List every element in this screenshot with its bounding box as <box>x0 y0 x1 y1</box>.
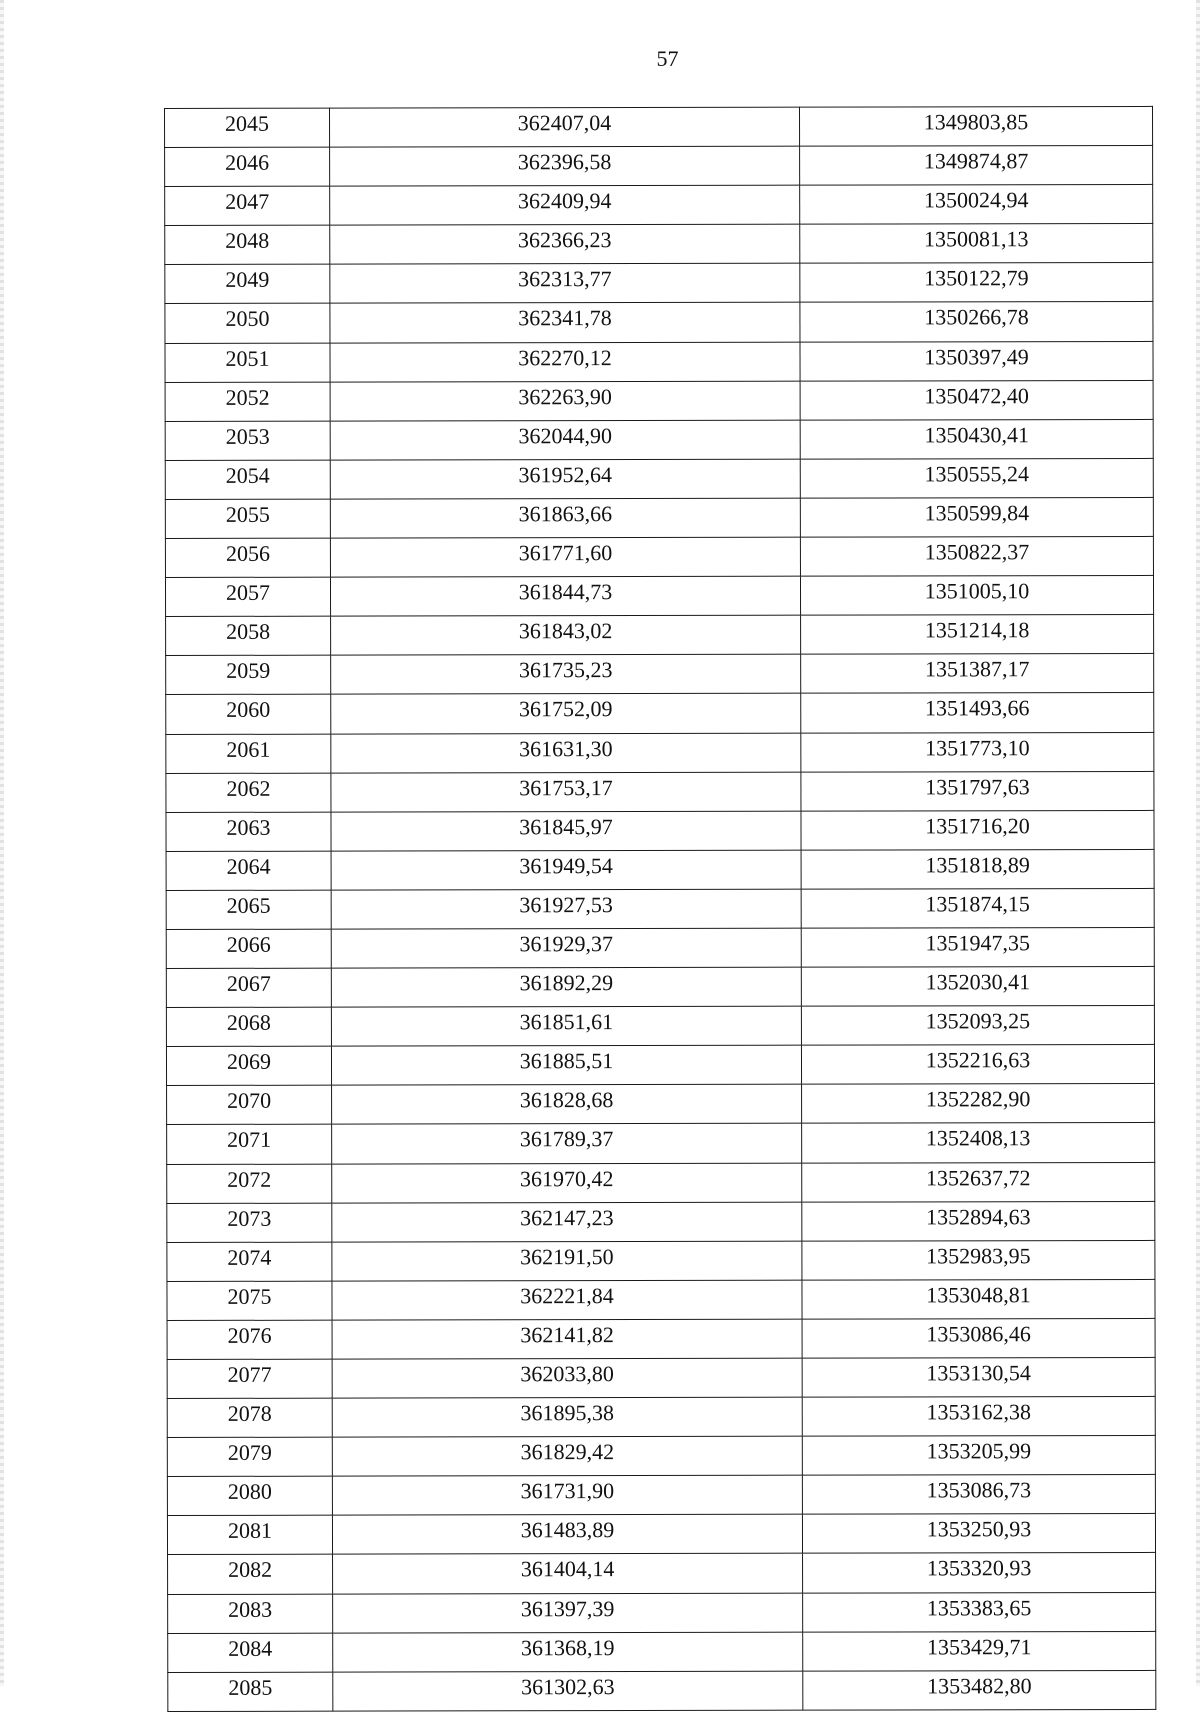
table-row <box>166 966 1154 1007</box>
table-row <box>168 1553 1156 1594</box>
table-row <box>165 458 1153 499</box>
point-number-cell: 2076 <box>167 1320 332 1359</box>
point-number-cell: 2053 <box>165 421 330 460</box>
x-coordinate-cell: 362407,04 <box>330 107 800 147</box>
table-row <box>165 536 1153 577</box>
point-number-cell: 2080 <box>167 1476 332 1515</box>
table-row <box>167 1084 1155 1125</box>
point-number-cell: 2073 <box>167 1203 332 1242</box>
x-coordinate-cell: 361929,37 <box>331 928 801 968</box>
x-coordinate-cell: 362141,82 <box>332 1319 802 1359</box>
y-coordinate-cell: 1352282,90 <box>802 1084 1155 1124</box>
y-coordinate-cell: 1353086,46 <box>802 1318 1155 1358</box>
table-row <box>167 1436 1155 1477</box>
point-number-cell: 2071 <box>167 1125 332 1164</box>
x-coordinate-cell: 362341,78 <box>330 303 800 343</box>
y-coordinate-cell: 1351773,10 <box>801 732 1154 772</box>
point-number-cell: 2069 <box>166 1046 331 1085</box>
point-number-cell: 2075 <box>167 1281 332 1320</box>
table-row <box>168 1592 1156 1633</box>
y-coordinate-cell: 1352894,63 <box>802 1201 1155 1241</box>
table-row <box>165 576 1153 617</box>
x-coordinate-cell: 361863,66 <box>330 498 800 538</box>
x-coordinate-cell: 362270,12 <box>330 342 800 382</box>
table-row <box>167 1357 1155 1398</box>
table-row <box>167 1318 1155 1359</box>
y-coordinate-cell: 1353429,71 <box>803 1631 1156 1671</box>
point-number-cell: 2050 <box>165 304 330 343</box>
point-number-cell: 2052 <box>165 382 330 421</box>
table-row <box>165 302 1153 343</box>
y-coordinate-cell: 1353383,65 <box>803 1592 1156 1632</box>
table-row <box>166 1045 1154 1086</box>
y-coordinate-cell: 1352637,72 <box>802 1162 1155 1202</box>
x-coordinate-cell: 361895,38 <box>332 1397 802 1437</box>
point-number-cell: 2048 <box>165 225 330 264</box>
point-number-cell: 2078 <box>167 1398 332 1437</box>
point-number-cell: 2082 <box>168 1555 333 1594</box>
y-coordinate-cell: 1353250,93 <box>802 1514 1155 1554</box>
point-number-cell: 2045 <box>165 108 330 147</box>
table-row <box>166 732 1154 773</box>
y-coordinate-cell: 1353130,54 <box>802 1357 1155 1397</box>
x-coordinate-cell: 361735,23 <box>331 654 801 694</box>
y-coordinate-cell: 1350266,78 <box>800 302 1153 342</box>
point-number-cell: 2063 <box>166 812 331 851</box>
table-row <box>165 263 1153 304</box>
table-row <box>165 224 1153 265</box>
x-coordinate-cell: 361829,42 <box>332 1436 802 1476</box>
y-coordinate-cell: 1353162,38 <box>802 1397 1155 1437</box>
x-coordinate-cell: 362033,80 <box>332 1358 802 1398</box>
point-number-cell: 2060 <box>166 695 331 734</box>
y-coordinate-cell: 1350122,79 <box>800 263 1153 303</box>
y-coordinate-cell: 1351005,10 <box>800 576 1153 616</box>
table-row <box>166 849 1154 890</box>
point-number-cell: 2070 <box>167 1085 332 1124</box>
scan-edge-right <box>1196 0 1200 1686</box>
y-coordinate-cell: 1351947,35 <box>801 927 1154 967</box>
x-coordinate-cell: 361970,42 <box>332 1163 802 1203</box>
page-number: 57 <box>656 46 679 71</box>
x-coordinate-cell: 361368,19 <box>333 1632 803 1672</box>
table-row <box>165 106 1153 147</box>
x-coordinate-cell: 361404,14 <box>333 1554 803 1594</box>
table-row <box>166 927 1154 968</box>
x-coordinate-cell: 362366,23 <box>330 224 800 264</box>
y-coordinate-cell: 1352408,13 <box>802 1123 1155 1163</box>
x-coordinate-cell: 361892,29 <box>331 967 801 1007</box>
table-row <box>165 380 1153 421</box>
y-coordinate-cell: 1352983,95 <box>802 1240 1155 1280</box>
y-coordinate-cell: 1351387,17 <box>801 654 1154 694</box>
table-row <box>166 1006 1154 1047</box>
coordinates-table <box>164 106 1156 1712</box>
x-coordinate-cell: 361952,64 <box>330 459 800 499</box>
x-coordinate-cell: 362396,58 <box>330 146 800 186</box>
table-row <box>165 419 1153 460</box>
x-coordinate-cell: 361843,02 <box>331 615 801 655</box>
point-number-cell: 2047 <box>165 186 330 225</box>
x-coordinate-cell: 362191,50 <box>332 1241 802 1281</box>
table-row <box>167 1201 1155 1242</box>
table-row <box>167 1475 1155 1516</box>
point-number-cell: 2056 <box>165 538 330 577</box>
coordinates-table-body <box>165 106 1156 1711</box>
table-row <box>167 1240 1155 1281</box>
table-row <box>166 615 1154 656</box>
x-coordinate-cell: 361483,89 <box>332 1515 802 1555</box>
table-row <box>166 810 1154 851</box>
point-number-cell: 2062 <box>166 773 331 812</box>
table-row <box>167 1162 1155 1203</box>
x-coordinate-cell: 362263,90 <box>330 381 800 421</box>
point-number-cell: 2066 <box>166 929 331 968</box>
x-coordinate-cell: 361753,17 <box>331 772 801 812</box>
y-coordinate-cell: 1350397,49 <box>800 341 1153 381</box>
y-coordinate-cell: 1350472,40 <box>800 380 1153 420</box>
x-coordinate-cell: 361844,73 <box>330 576 800 616</box>
y-coordinate-cell: 1349874,87 <box>800 146 1153 186</box>
point-number-cell: 2046 <box>165 147 330 186</box>
y-coordinate-cell: 1351818,89 <box>801 849 1154 889</box>
x-coordinate-cell: 362044,90 <box>330 420 800 460</box>
point-number-cell: 2079 <box>167 1437 332 1476</box>
x-coordinate-cell: 362221,84 <box>332 1280 802 1320</box>
point-number-cell: 2077 <box>167 1359 332 1398</box>
y-coordinate-cell: 1350555,24 <box>800 458 1153 498</box>
table-row <box>165 341 1153 382</box>
point-number-cell: 2065 <box>166 890 331 929</box>
y-coordinate-cell: 1351874,15 <box>801 888 1154 928</box>
y-coordinate-cell: 1353048,81 <box>802 1279 1155 1319</box>
y-coordinate-cell: 1353320,93 <box>803 1553 1156 1593</box>
y-coordinate-cell: 1351716,20 <box>801 810 1154 850</box>
y-coordinate-cell: 1349803,85 <box>799 106 1152 146</box>
point-number-cell: 2058 <box>166 616 331 655</box>
y-coordinate-cell: 1353086,73 <box>802 1475 1155 1515</box>
table-row <box>167 1397 1155 1438</box>
table-row <box>166 888 1154 929</box>
y-coordinate-cell: 1350599,84 <box>800 497 1153 537</box>
y-coordinate-cell: 1352030,41 <box>801 966 1154 1006</box>
table-row <box>165 497 1153 538</box>
table-row <box>166 654 1154 695</box>
y-coordinate-cell: 1353205,99 <box>802 1436 1155 1476</box>
table-row <box>168 1631 1156 1672</box>
y-coordinate-cell: 1352093,25 <box>801 1006 1154 1046</box>
x-coordinate-cell: 361845,97 <box>331 811 801 851</box>
x-coordinate-cell: 362313,77 <box>330 264 800 304</box>
x-coordinate-cell: 361631,30 <box>331 733 801 773</box>
x-coordinate-cell: 361851,61 <box>331 1006 801 1046</box>
y-coordinate-cell: 1350822,37 <box>800 536 1153 576</box>
table-row <box>167 1279 1155 1320</box>
table-row <box>167 1514 1155 1555</box>
point-number-cell: 2084 <box>168 1633 333 1672</box>
x-coordinate-cell: 361731,90 <box>332 1475 802 1515</box>
point-number-cell: 2059 <box>166 655 331 694</box>
table-row <box>166 771 1154 812</box>
x-coordinate-cell: 361828,68 <box>332 1085 802 1125</box>
x-coordinate-cell: 361927,53 <box>331 889 801 929</box>
point-number-cell: 2054 <box>165 460 330 499</box>
x-coordinate-cell: 361789,37 <box>332 1124 802 1164</box>
x-coordinate-cell: 361397,39 <box>333 1593 803 1633</box>
table-row <box>167 1123 1155 1164</box>
point-number-cell: 2067 <box>166 968 331 1007</box>
x-coordinate-cell: 361885,51 <box>331 1045 801 1085</box>
y-coordinate-cell: 1352216,63 <box>801 1045 1154 1085</box>
y-coordinate-cell: 1351214,18 <box>801 615 1154 655</box>
point-number-cell: 2064 <box>166 851 331 890</box>
x-coordinate-cell: 361752,09 <box>331 694 801 734</box>
y-coordinate-cell: 1350024,94 <box>800 185 1153 225</box>
y-coordinate-cell: 1351797,63 <box>801 771 1154 811</box>
point-number-cell: 2051 <box>165 343 330 382</box>
x-coordinate-cell: 361949,54 <box>331 850 801 890</box>
point-number-cell: 2081 <box>167 1516 332 1555</box>
y-coordinate-cell: 1350430,41 <box>800 419 1153 459</box>
y-coordinate-cell: 1350081,13 <box>800 224 1153 264</box>
x-coordinate-cell: 362147,23 <box>332 1202 802 1242</box>
table-row <box>166 693 1154 734</box>
table-row <box>165 146 1153 187</box>
y-coordinate-cell: 1351493,66 <box>801 693 1154 733</box>
point-number-cell: 2074 <box>167 1242 332 1281</box>
table-row <box>168 1670 1156 1711</box>
point-number-cell: 2083 <box>168 1594 333 1633</box>
x-coordinate-cell: 362409,94 <box>330 185 800 225</box>
x-coordinate-cell: 361771,60 <box>330 537 800 577</box>
x-coordinate-cell: 361302,63 <box>333 1671 803 1711</box>
y-coordinate-cell: 1353482,80 <box>803 1670 1156 1710</box>
table-row <box>165 185 1153 226</box>
point-number-cell: 2085 <box>168 1672 333 1711</box>
point-number-cell: 2061 <box>166 734 331 773</box>
point-number-cell: 2049 <box>165 265 330 304</box>
point-number-cell: 2068 <box>166 1007 331 1046</box>
point-number-cell: 2057 <box>165 577 330 616</box>
scan-edge-left <box>0 0 4 1686</box>
point-number-cell: 2055 <box>165 499 330 538</box>
point-number-cell: 2072 <box>167 1164 332 1203</box>
